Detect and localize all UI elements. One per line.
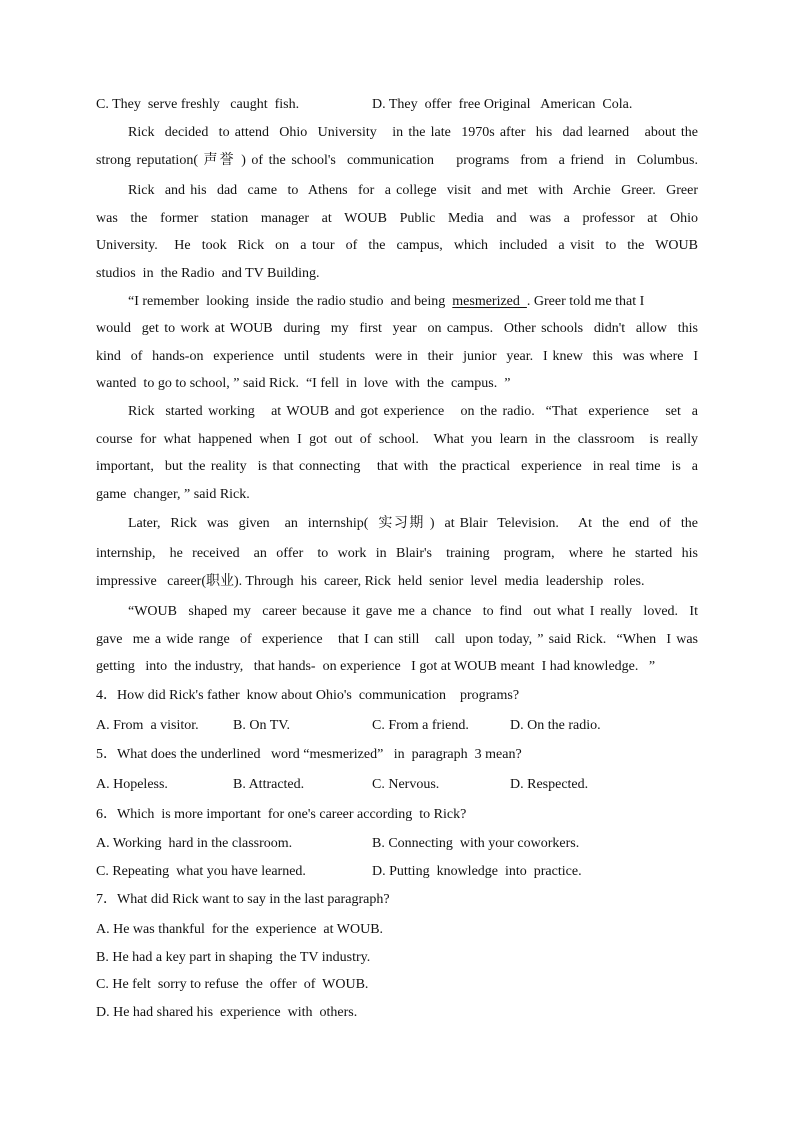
- q6-option-d[interactable]: D. Putting knowledge into practice.: [372, 864, 582, 879]
- passage-p4-line3: important, but the reality is that connecting that with the practical experience in real time is a: [96, 459, 698, 474]
- passage-p4-line2: course for what happened when I got out of school. What you learn in the classroom is really: [96, 432, 698, 447]
- passage-p3-line1: “I remember looking inside the radio studio and being mesmerized . Greer told me that I: [128, 294, 645, 309]
- passage-p3-line4: wanted to go to school, ” said Rick. “I fell in love with the campus. ”: [96, 376, 511, 391]
- option-d-top: D. They offer free Original American Cola.: [372, 97, 633, 112]
- passage-p4-line1: Rick started working at WOUB and got experience on the radio. “That experience set a: [128, 404, 698, 419]
- q7-option-b[interactable]: B. He had a key part in shaping the TV industry.: [96, 950, 371, 965]
- q5-option-a[interactable]: A. Hopeless.: [96, 777, 168, 792]
- passage-p6-line2: gave me a wide range of experience that I can still call upon today, ” said Rick. “When I was: [96, 632, 698, 647]
- passage-p6-line1: “WOUB shaped my career because it gave me a chance to find out what I really loved. It: [128, 604, 698, 619]
- q7-option-d[interactable]: D. He had shared his experience with others.: [96, 1005, 358, 1020]
- option-c-top: C. They serve freshly caught fish.: [96, 97, 300, 112]
- passage-p2-line4: studios in the Radio and TV Building.: [96, 266, 320, 281]
- q5-option-c[interactable]: C. Nervous.: [372, 777, 440, 792]
- passage-p1-line1: Rick decided to attend Ohio University in the late 1970s after his dad learned about the: [128, 125, 698, 140]
- passage-p2-line2: was the former station manager at WOUB Public Media and was a professor at Ohio: [96, 211, 698, 226]
- passage-p5-line3: impressive career(职业). Through his career, Rick held senior level media leadership roles.: [96, 574, 645, 589]
- q7-option-a[interactable]: A. He was thankful for the experience at WOUB.: [96, 922, 384, 937]
- question-5-stem: 5．What does the underlined word “mesmerized” in paragraph 3 mean?: [96, 747, 522, 762]
- passage-p5-line2: internship, he received an offer to work in Blair's training program, where he started his: [96, 546, 698, 561]
- question-6-stem: 6．Which is more important for one's career according to Rick?: [96, 807, 467, 822]
- q4-option-d[interactable]: D. On the radio.: [510, 718, 601, 733]
- question-7-stem: 7．What did Rick want to say in the last paragraph?: [96, 892, 390, 907]
- q4-option-c[interactable]: C. From a friend.: [372, 718, 469, 733]
- underlined-word: mesmerized: [452, 294, 527, 309]
- passage-p2-line1: Rick and his dad came to Athens for a college visit and met with Archie Greer. Greer: [128, 183, 698, 198]
- q4-option-a[interactable]: A. From a visitor.: [96, 718, 199, 733]
- question-4-stem: 4．How did Rick's father know about Ohio's communication programs?: [96, 688, 520, 703]
- q7-option-c[interactable]: C. He felt sorry to refuse the offer of WOUB.: [96, 977, 369, 992]
- q6-option-b[interactable]: B. Connecting with your coworkers.: [372, 836, 580, 851]
- passage-p5-line1: Later, Rick was given an internship( 实习期 ) at Blair Television. At the end of the: [128, 516, 698, 531]
- q4-option-b[interactable]: B. On TV.: [233, 718, 291, 733]
- passage-p1-line2: strong reputation( 声誉 ) of the school's communication programs from a friend in Columbus.: [96, 153, 698, 168]
- passage-p3-line2: would get to work at WOUB during my first year on campus. Other schools didn't allow this: [96, 321, 698, 336]
- q6-option-c[interactable]: C. Repeating what you have learned.: [96, 864, 306, 879]
- passage-p2-line3: University. He took Rick on a tour of the campus, which included a visit to the WOUB: [96, 238, 698, 253]
- q5-option-d[interactable]: D. Respected.: [510, 777, 589, 792]
- passage-p6-line3: getting into the industry, that hands- on experience I got at WOUB meant I had knowledge. ”: [96, 659, 656, 674]
- passage-p3-line3: kind of hands-on experience until students were in their junior year. I knew this was where I: [96, 349, 698, 364]
- q5-option-b[interactable]: B. Attracted.: [233, 777, 305, 792]
- q6-option-a[interactable]: A. Working hard in the classroom.: [96, 836, 293, 851]
- passage-p4-line4: game changer, ” said Rick.: [96, 487, 250, 502]
